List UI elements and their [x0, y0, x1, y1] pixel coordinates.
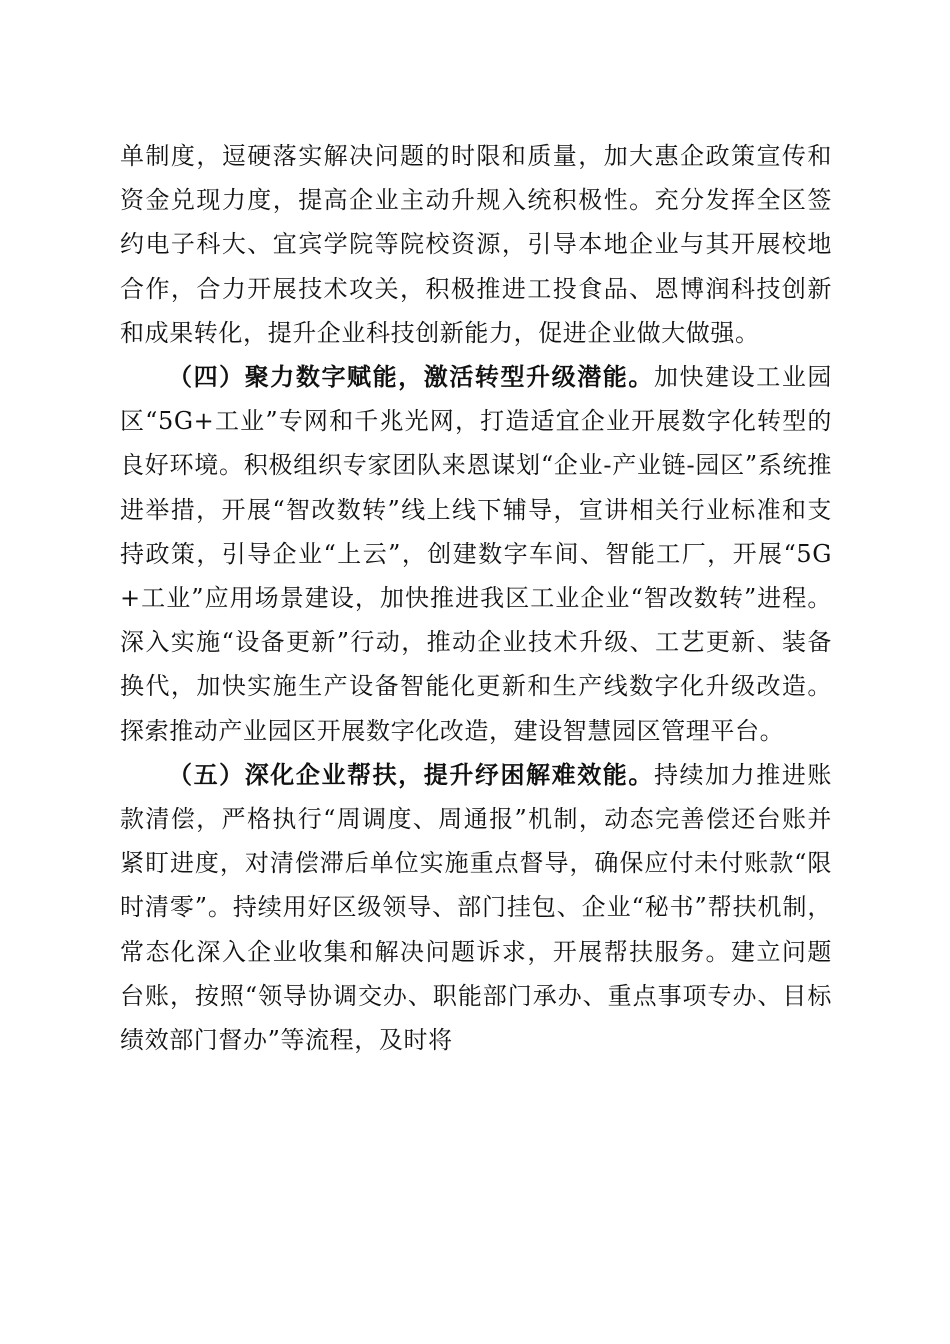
section-4-heading: （四）聚力数字赋能，激活转型升级潜能。 [168, 362, 654, 392]
paragraph-1-body: 单制度，逗硬落实解决问题的时限和质量，加大惠企政策宣传和资金兑现力度，提高企业主动升规入统积极性。充分发挥全区签约电子科大、宜宾学院等院校资源，引导本地企业与其开展校地合作，合力开展技术攻关，积极推进工投食品、恩博润科技创新和成果转化，提升企业科技创新能力，促进企业做大做强。 [120, 142, 832, 347]
paragraph-section-4 [120, 355, 832, 753]
paragraph-section-5 [120, 753, 832, 1062]
document-page [120, 134, 832, 1062]
section-4-body: 加快建设工业园区“5G+工业”专网和千兆光网，打造适宜企业开展数字化转型的良好环境。积极组织专家团队来恩谋划“企业-产业链-园区”系统推进举措，开展“智改数转”线上线下辅导，宣讲相关行业标准和支持政策，引导企业“上云”，创建数字车间、智能工厂，开展“5G+工业”应用场景建设，加快推进我区工业企业“智改数转”进程。深入实施“设备更新”行动，推动企业技术升级、工艺更新、装备换代，加快实施生产设备智能化更新和生产线数字化升级改造。探索推动产业园区开展数字化改造，建设智慧园区管理平台。 [120, 363, 832, 745]
paragraph-continued [120, 134, 832, 355]
section-5-heading: （五）深化企业帮扶，提升纾困解难效能。 [168, 759, 654, 789]
section-5-body: 持续加力推进账款清偿，严格执行“周调度、周通报”机制，动态完善偿还台账并紧盯进度，对清偿滞后单位实施重点督导，确保应付未付账款“限时清零”。持续用好区级领导、部门挂包、企业“秘书”帮扶机制，常态化深入企业收集和解决问题诉求，开展帮扶服务。建立问题台账，按照“领导协调交办、职能部门承办、重点事项专办、目标绩效部门督办”等流程，及时将 [120, 760, 832, 1055]
